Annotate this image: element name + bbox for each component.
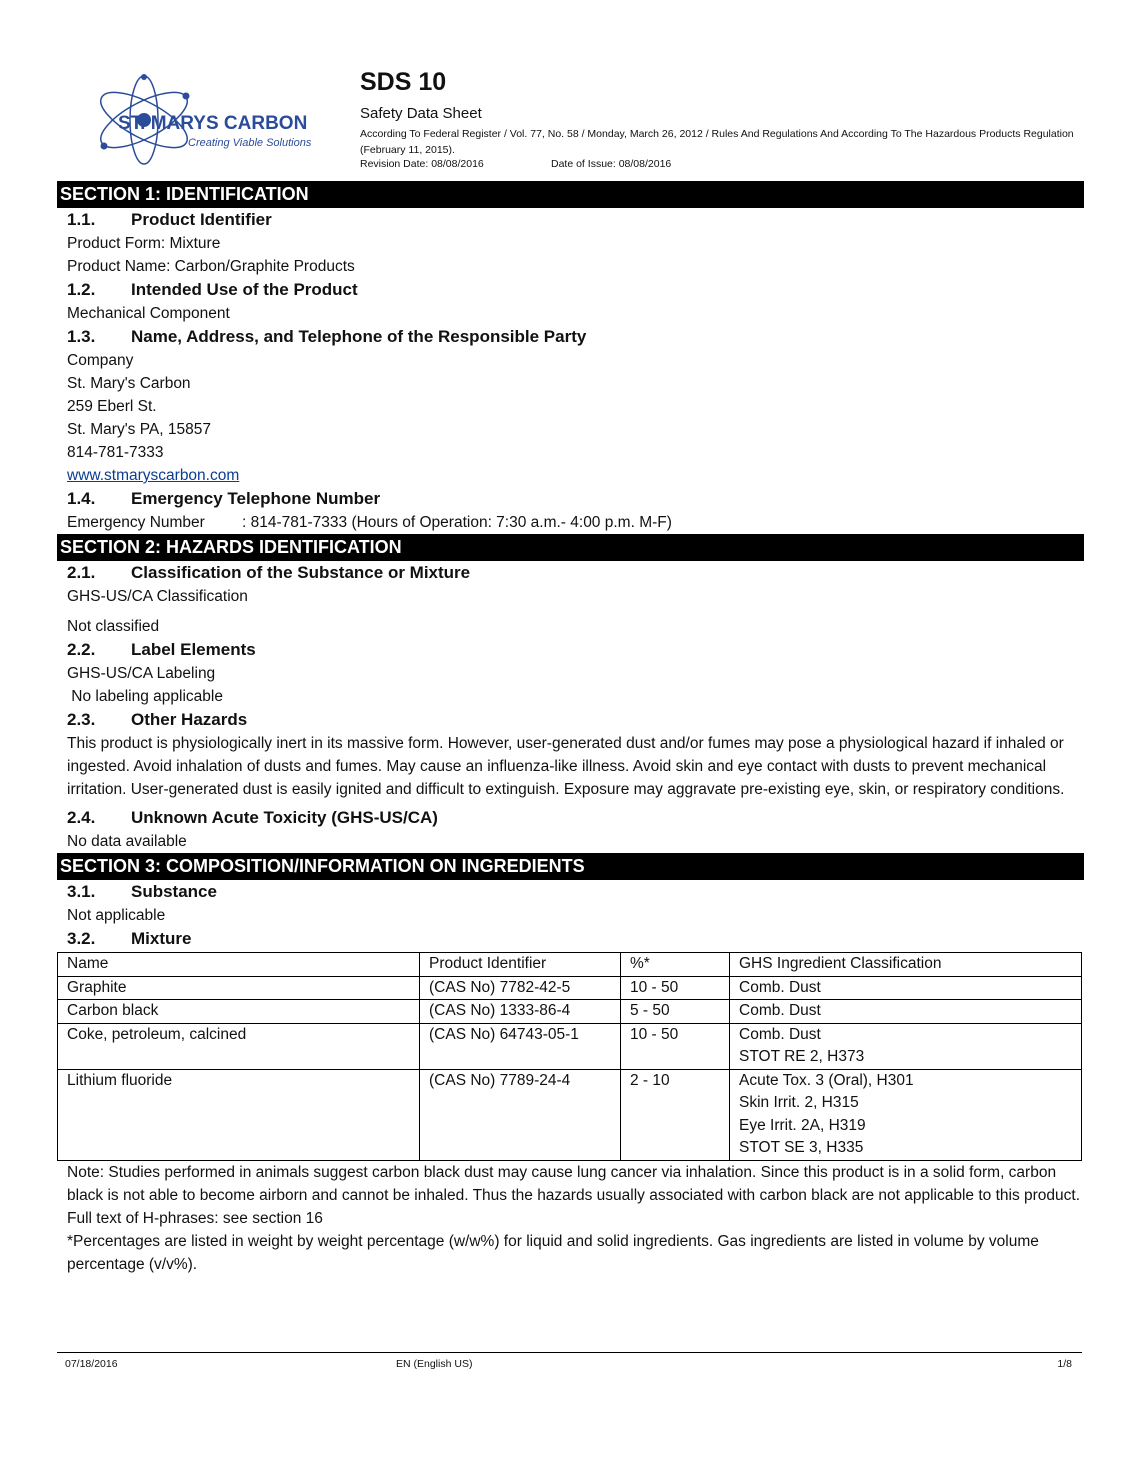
emergency-label: Emergency Number [67, 514, 205, 531]
ingredient-name: Carbon black [58, 1000, 420, 1024]
ingredient-classification [730, 976, 1082, 1000]
hphrases-note: Full text of H-phrases: see section 16 [67, 1209, 323, 1227]
website-link[interactable]: www.stmaryscarbon.com [67, 467, 240, 484]
ingredient-percent: 5 - 50 [621, 1000, 730, 1024]
subsection-title: Product Identifier [131, 210, 272, 229]
classification-line: Comb. Dust [739, 1025, 821, 1043]
product-name: Product Name: Carbon/Graphite Products [67, 258, 355, 275]
intended-use: Mechanical Component [67, 305, 230, 322]
ingredient-identifier: (CAS No) 64743-05-1 [420, 1023, 621, 1069]
revision-date: Revision Date: 08/08/2016 [360, 158, 484, 170]
ingredient-name: Lithium fluoride [58, 1069, 420, 1160]
table-row [58, 1069, 1082, 1160]
ingredient-identifier: (CAS No) 7789-24-4 [420, 1069, 621, 1160]
subsection-number: 1.4. [67, 489, 96, 508]
subsection-title: Label Elements [131, 640, 256, 659]
company-name: St. Mary's Carbon [67, 375, 191, 392]
subsection-3-1-heading [57, 880, 1084, 904]
classification-line: STOT SE 3, H335 [739, 1139, 864, 1156]
subsection-number: 2.2. [67, 640, 96, 659]
substance-value: Not applicable [67, 907, 166, 924]
subsection-title: Other Hazards [131, 710, 248, 729]
ingredient-classification [730, 1023, 1082, 1069]
subsection-number: 1.1. [67, 210, 96, 229]
company-logo [92, 70, 328, 168]
issue-date: Date of Issue: 08/08/2016 [551, 158, 672, 170]
subsection-number: 3.1. [67, 882, 96, 901]
subsection-number: 2.3. [67, 710, 96, 729]
column-header: %* [621, 953, 730, 977]
subsection-2-3-heading [57, 708, 1084, 732]
product-form: Product Form: Mixture [67, 235, 221, 252]
emergency-number-row [57, 511, 1084, 534]
ingredient-percent: 2 - 10 [621, 1069, 730, 1160]
subsection-1-1-heading [57, 208, 1084, 232]
classification-label: GHS-US/CA Classification [67, 588, 248, 605]
labeling-value: No labeling applicable [67, 688, 223, 705]
table-row [58, 976, 1082, 1000]
section-2-header: SECTION 2: HAZARDS IDENTIFICATION [57, 534, 1084, 561]
carbon-black-note: Note: Studies performed in animals suggest carbon black dust may cause lung cancer via inhalation. Since this product is in a solid form, carbon black is not able to become airborn and cannot be inhaled. Thus the hazards usually associated with carbon black are not applicable to this product. [67, 1163, 1081, 1204]
company-street: 259 Eberl St. [67, 398, 157, 415]
subsection-2-1-heading [57, 561, 1084, 585]
company-phone: 814-781-7333 [67, 444, 164, 461]
table-row [58, 1023, 1082, 1069]
subsection-title: Emergency Telephone Number [131, 489, 381, 508]
column-header: GHS Ingredient Classification [730, 953, 1082, 977]
footer-date: 07/18/2016 [65, 1358, 118, 1370]
ingredient-name: Graphite [58, 976, 420, 1000]
emergency-value: : 814-781-7333 (Hours of Operation: 7:30 a.m.- 4:00 p.m. M-F) [242, 514, 672, 531]
subsection-title: Classification of the Substance or Mixture [131, 563, 471, 582]
subsection-title: Mixture [131, 929, 192, 948]
table-header-row [58, 953, 1082, 977]
percentages-note: *Percentages are listed in weight by weight percentage (w/w%) for liquid and solid ingredients. Gas ingredients are listed in volume by volume percentage (v/v%). [67, 1232, 1039, 1273]
section-1-header: SECTION 1: IDENTIFICATION [57, 181, 1084, 208]
ingredient-classification [730, 1000, 1082, 1024]
mixture-table [57, 952, 1082, 1161]
ingredient-percent: 10 - 50 [621, 976, 730, 1000]
subsection-title: Substance [131, 882, 217, 901]
page-number: 1/8 [1057, 1358, 1072, 1370]
other-hazards-text: This product is physiologically inert in its massive form. However, user-generated dust and/or fumes may pose a physiological hazard if inhaled or ingested. Avoid inhalation of dusts and fumes. May cause an influenza-like illness. Avoid skin and eye contact with dusts to prevent mechanical irritation. User-generated dust is easily ignited and difficult to extinguish. Exposure may aggravate pre-existing eye, skin, or respiratory conditions. [67, 735, 1065, 798]
classification-line: Comb. Dust [739, 978, 821, 996]
classification-line: Comb. Dust [739, 1002, 821, 1019]
revision-line [360, 158, 672, 170]
classification-value: Not classified [67, 618, 160, 635]
document-subtitle: Safety Data Sheet [360, 105, 482, 122]
website-row [57, 464, 1084, 487]
section-3-header: SECTION 3: COMPOSITION/INFORMATION ON INGREDIENTS [57, 853, 1084, 880]
footer-language: EN (English US) [396, 1358, 473, 1370]
sds-content [57, 181, 1084, 1276]
subsection-number: 1.2. [67, 280, 96, 299]
classification-line: Acute Tox. 3 (Oral), H301 [739, 1071, 914, 1089]
ingredient-classification [730, 1069, 1082, 1160]
table-row [58, 1000, 1082, 1024]
company-label: Company [67, 352, 134, 369]
subsection-1-4-heading [57, 487, 1084, 511]
classification-line: STOT RE 2, H373 [739, 1048, 865, 1065]
column-header: Product Identifier [420, 953, 621, 977]
ingredient-identifier: (CAS No) 7782-42-5 [420, 976, 621, 1000]
subsection-number: 2.1. [67, 563, 96, 582]
subsection-3-2-heading [57, 927, 1084, 951]
logo-company-name: ST. MARYS CARBON [118, 113, 308, 134]
subsection-title: Name, Address, and Telephone of the Responsible Party [131, 327, 587, 346]
column-header: Name [58, 953, 420, 977]
ingredient-percent: 10 - 50 [621, 1023, 730, 1069]
subsection-title: Unknown Acute Toxicity (GHS-US/CA) [131, 808, 438, 827]
page-footer [57, 1352, 1082, 1373]
logo-tagline: Creating Viable Solutions [188, 137, 312, 149]
subsection-title: Intended Use of the Product [131, 280, 358, 299]
subsection-2-4-heading [57, 806, 1084, 830]
regulation-text: According To Federal Register / Vol. 77, No. 58 / Monday, March 26, 2012 / Rules And Regulations And According To The Hazardous Products Regulation (February 11, 2015). [360, 128, 1074, 156]
subsection-1-3-heading [57, 325, 1084, 349]
labeling-label: GHS-US/CA Labeling [67, 665, 216, 682]
company-city: St. Mary's PA, 15857 [67, 421, 211, 438]
subsection-number: 2.4. [67, 808, 96, 827]
ingredient-identifier: (CAS No) 1333-86-4 [420, 1000, 621, 1024]
subsection-2-2-heading [57, 638, 1084, 662]
subsection-number: 3.2. [67, 929, 96, 948]
classification-line: Eye Irrit. 2A, H319 [739, 1116, 866, 1134]
ingredient-name: Coke, petroleum, calcined [58, 1023, 420, 1069]
toxicity-value: No data available [67, 833, 187, 850]
subsection-number: 1.3. [67, 327, 96, 346]
subsection-1-2-heading [57, 278, 1084, 302]
document-title: SDS 10 [360, 68, 447, 96]
classification-line: Skin Irrit. 2, H315 [739, 1094, 859, 1111]
